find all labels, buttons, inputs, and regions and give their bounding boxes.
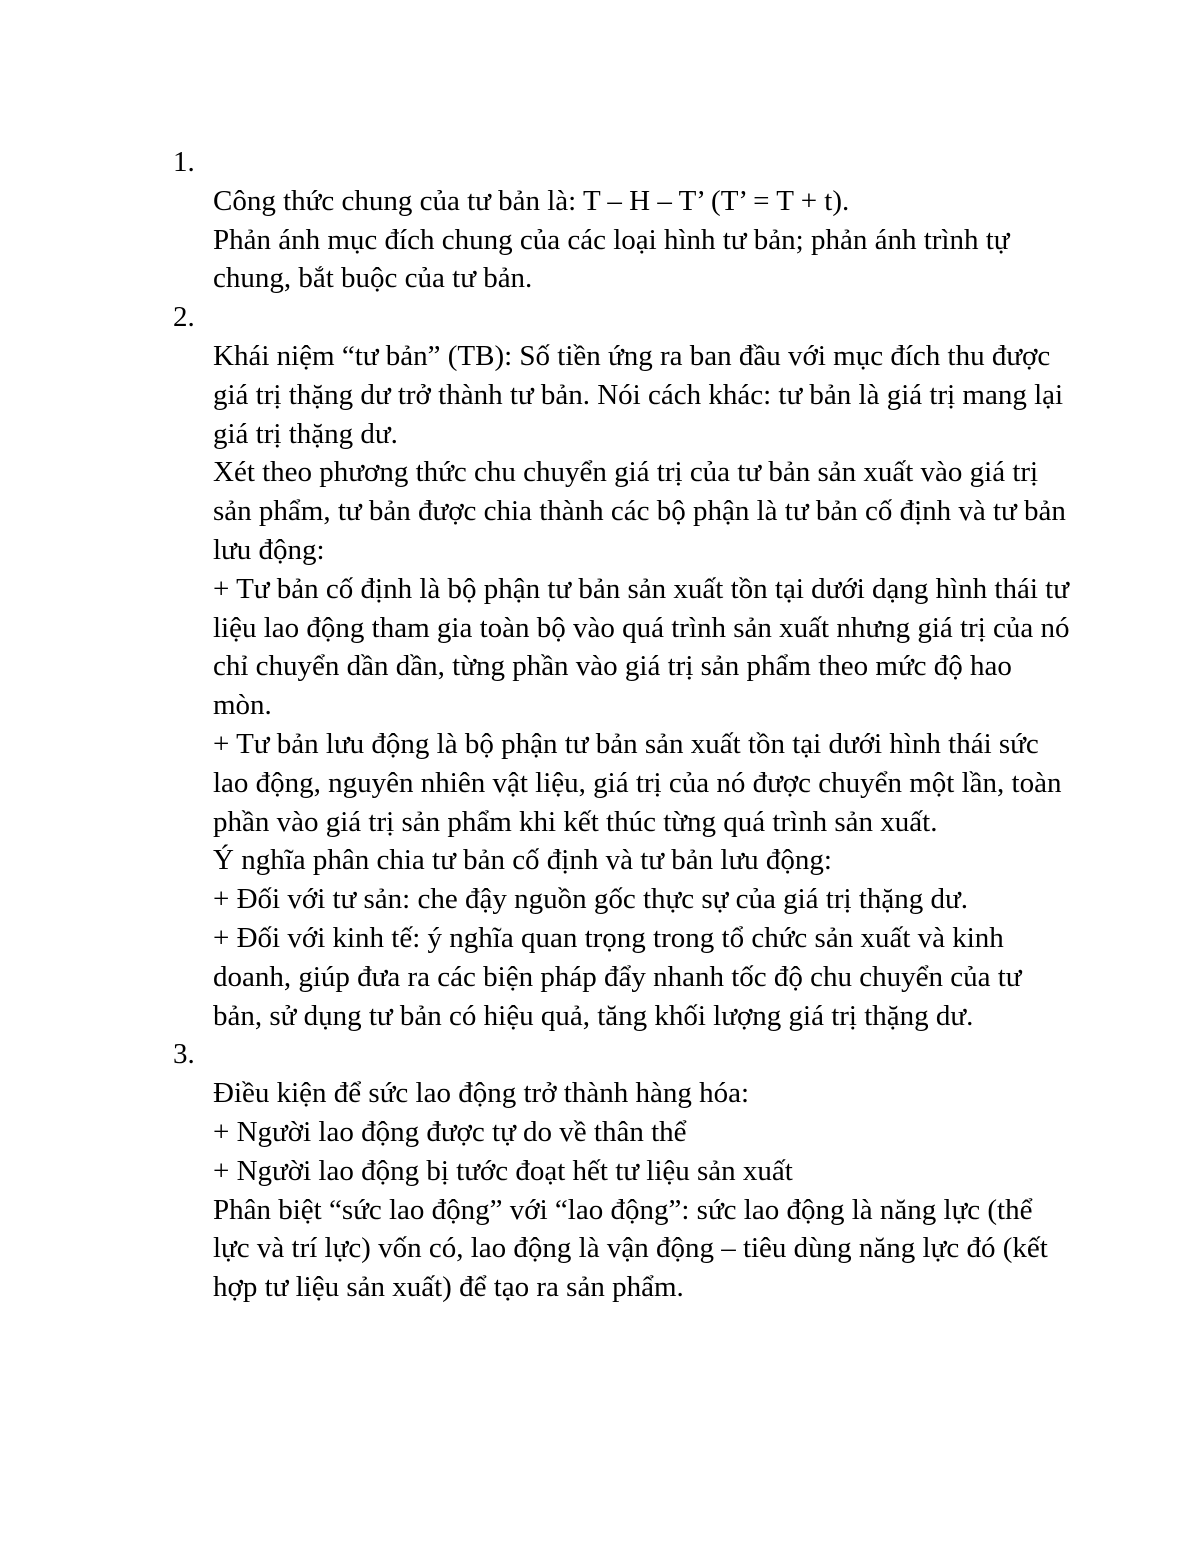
paragraph: Phản ánh mục đích chung của các loại hình tư bản; phản ánh trình tự chung, bắt buộc của tư bản. — [213, 223, 1010, 295]
paragraph: + Đối với tư sản: che đậy nguồn gốc thực sự của giá trị thặng dư. — [213, 883, 968, 916]
section-body — [213, 182, 1073, 298]
section-body — [213, 1074, 1073, 1307]
section-number: 2. — [173, 301, 195, 334]
paragraph: Phân biệt “sức lao động” với “lao động”: sức lao động là năng lực (thể lực và trí lực) vốn có, lao động là vận động – tiêu dùng năng lực đó (kết hợp tư liệu sản xuất) để tạo ra sản phẩm. — [213, 1193, 1048, 1304]
section-3 — [173, 1035, 1073, 1307]
paragraph: Ý nghĩa phân chia tư bản cố định và tư bản lưu động: — [213, 844, 832, 877]
paragraph: + Người lao động bị tước đoạt hết tư liệu sản xuất — [213, 1154, 793, 1187]
paragraph: + Tư bản lưu động là bộ phận tư bản sản xuất tồn tại dưới hình thái sức lao động, nguyên nhiên vật liệu, giá trị của nó được chuyển một lần, toàn phần vào giá trị sản phẩm khi kết thúc từng quá trình sản xuất. — [213, 727, 1062, 838]
paragraph: Xét theo phương thức chu chuyển giá trị của tư bản sản xuất vào giá trị sản phẩm, tư bản được chia thành các bộ phận là tư bản cố định và tư bản lưu động: — [213, 456, 1066, 566]
paragraph: Điều kiện để sức lao động trở thành hàng hóa: — [213, 1077, 750, 1110]
section-body — [213, 337, 1073, 1035]
paragraph: + Tư bản cố định là bộ phận tư bản sản xuất tồn tại dưới dạng hình thái tư liệu lao động tham gia toàn bộ vào quá trình sản xuất nhưng giá trị của nó chỉ chuyển dần dần, từng phần vào giá trị sản phẩm theo mức độ hao mòn. — [213, 572, 1070, 722]
document-content — [173, 143, 1073, 1307]
paragraph: + Người lao động được tự do về thân thể — [213, 1115, 687, 1148]
paragraph: Khái niệm “tư bản” (TB): Số tiền ứng ra ban đầu với mục đích thu được giá trị thặng dư trở thành tư bản. Nói cách khác: tư bản là giá trị mang lại giá trị thặng dư. — [213, 339, 1064, 450]
section-1 — [173, 143, 1073, 298]
section-number: 3. — [173, 1038, 195, 1071]
section-2 — [173, 298, 1073, 1035]
paragraph: Công thức chung của tư bản là: T – H – T’ (T’ = T + t). — [213, 184, 850, 217]
paragraph: + Đối với kinh tế: ý nghĩa quan trọng trong tổ chức sản xuất và kinh doanh, giúp đưa ra các biện pháp đẩy nhanh tốc độ chu chuyển của tư bản, sử dụng tư bản có hiệu quả, tăng khối lượng giá trị thặng dư. — [213, 921, 1022, 1032]
section-number: 1. — [173, 146, 195, 178]
